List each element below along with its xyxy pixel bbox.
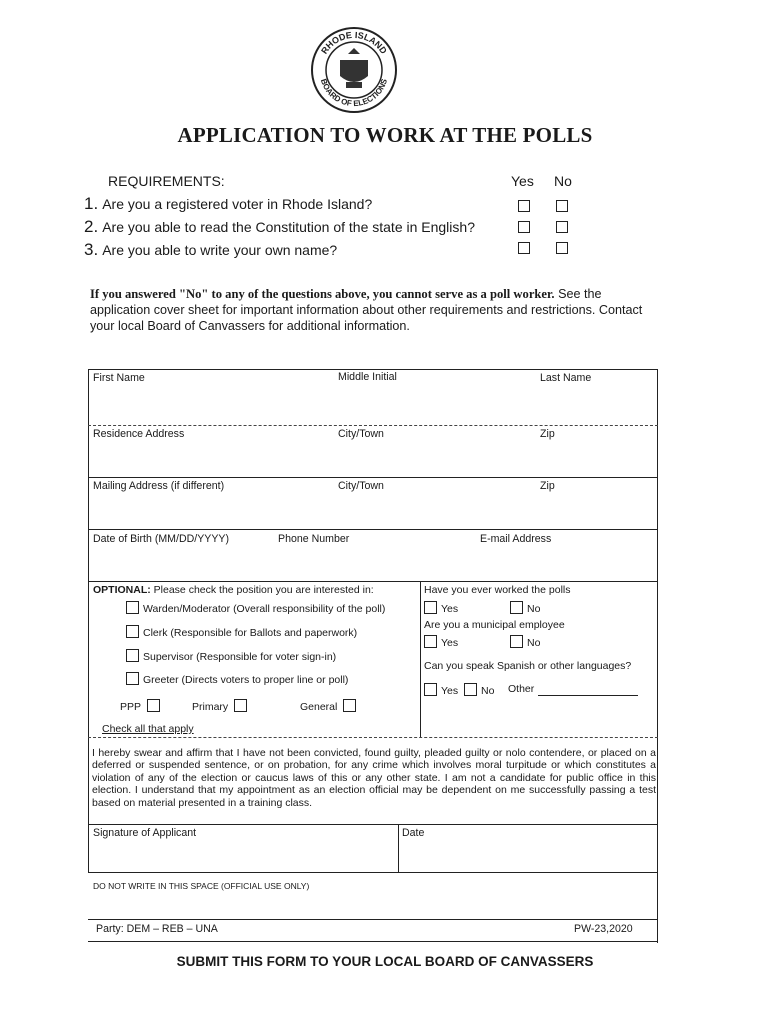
contact-input-area[interactable] <box>92 547 652 579</box>
application-form <box>88 369 658 943</box>
form-code: PW-23,2020 <box>574 923 633 935</box>
position-greeter[interactable]: Greeter (Directs voters to proper line or poll) <box>126 672 348 686</box>
oath-statement: I hereby swear and affirm that I have not been convicted, found guilty, pleaded guilty or nolo contendere, or placed on a deferred or suspended sentence, or on probation, for any crime which involves moral turpitude or which constitutes a violation of any of the election or caucus laws of this or any other state. I am not a candidate for public office in this election. I understand that my appointment as an election official may be dependent on me successfully passing a test based on material presented in a training class. <box>92 747 656 809</box>
requirement-question-2: 2. Are you able to read the Constitution of the state in English? <box>84 217 475 236</box>
municipal-yes[interactable]: Yes <box>424 635 458 649</box>
yes-column-label: Yes <box>511 173 534 189</box>
dob-label: Date of Birth (MM/DD/YYYY) <box>93 533 229 545</box>
mailing-zip-label: Zip <box>540 480 555 492</box>
q2-no-checkbox[interactable] <box>556 221 568 233</box>
spanish-yes-checkbox[interactable] <box>424 683 437 696</box>
spanish-no-checkbox[interactable] <box>464 683 477 696</box>
q3-no-checkbox[interactable] <box>556 242 568 254</box>
first-name-label: First Name <box>93 372 145 384</box>
municipal-no[interactable]: No <box>510 635 540 649</box>
middle-initial-label: Middle Initial <box>338 371 397 383</box>
page-title: APPLICATION TO WORK AT THE POLLS <box>177 123 593 147</box>
position-clerk[interactable]: Clerk (Responsible for Ballots and paperwork) <box>126 625 357 639</box>
svg-text:BOARD OF ELECTIONS: BOARD OF ELECTIONS <box>318 77 390 109</box>
worked-no-checkbox[interactable] <box>510 601 523 614</box>
worked-yes-checkbox[interactable] <box>424 601 437 614</box>
election-primary[interactable]: Primary <box>192 699 251 713</box>
greeter-checkbox[interactable] <box>126 672 139 685</box>
signature-input-area[interactable] <box>92 841 392 869</box>
requirement-question-3: 3. Are you able to write your own name? <box>84 240 338 259</box>
primary-checkbox[interactable] <box>234 699 247 712</box>
worked-polls-no[interactable]: No <box>510 601 540 615</box>
municipal-no-checkbox[interactable] <box>510 635 523 648</box>
residence-address-label: Residence Address <box>93 428 185 440</box>
name-input-area[interactable] <box>92 387 652 421</box>
mailing-input-area[interactable] <box>92 495 652 527</box>
phone-label: Phone Number <box>278 533 350 545</box>
residence-city-label: City/Town <box>338 428 384 440</box>
spanish-yes[interactable]: Yes <box>424 683 458 697</box>
ppp-checkbox[interactable] <box>147 699 160 712</box>
svg-text:RHODE ISLAND: RHODE ISLAND <box>319 29 389 56</box>
requirement-question-1: 1. Are you a registered voter in Rhode Island? <box>84 194 373 213</box>
residence-input-area[interactable] <box>92 443 652 475</box>
no-column-label: No <box>554 173 572 189</box>
optional-heading: OPTIONAL: Please check the position you are interested in: <box>93 584 374 596</box>
municipal-question: Are you a municipal employee <box>424 619 565 631</box>
spanish-no[interactable]: No <box>464 683 494 697</box>
mailing-address-label: Mailing Address (if different) <box>93 480 225 492</box>
board-of-elections-seal <box>310 26 398 114</box>
municipal-yes-checkbox[interactable] <box>424 635 437 648</box>
email-label: E-mail Address <box>480 533 552 545</box>
q3-yes-checkbox[interactable] <box>518 242 530 254</box>
eligibility-note: If you answered "No" to any of the questions above, you cannot serve as a poll worker. See the application cover sheet for important information about other requirements and restrictions. Contact your local Board of Canvassers for additional information. <box>90 287 643 333</box>
q1-yes-checkbox[interactable] <box>518 200 530 212</box>
requirements-heading: REQUIREMENTS: <box>108 173 225 189</box>
election-general[interactable]: General <box>300 699 360 713</box>
q2-yes-checkbox[interactable] <box>518 221 530 233</box>
general-checkbox[interactable] <box>343 699 356 712</box>
date-input-area[interactable] <box>404 841 654 869</box>
official-use-label: DO NOT WRITE IN THIS SPACE (OFFICIAL USE ONLY) <box>93 881 310 891</box>
position-warden[interactable]: Warden/Moderator (Overall responsibility of the poll) <box>126 601 385 615</box>
other-language-input[interactable] <box>538 695 638 696</box>
submit-instruction: SUBMIT THIS FORM TO YOUR LOCAL BOARD OF CANVASSERS <box>176 954 594 969</box>
residence-zip-label: Zip <box>540 428 555 440</box>
supervisor-checkbox[interactable] <box>126 649 139 662</box>
worked-polls-question: Have you ever worked the polls <box>424 584 571 596</box>
clerk-checkbox[interactable] <box>126 625 139 638</box>
other-language-label: Other <box>508 683 535 695</box>
last-name-label: Last Name <box>540 372 592 384</box>
election-ppp[interactable]: PPP <box>120 699 164 713</box>
mailing-city-label: City/Town <box>338 480 384 492</box>
signature-label: Signature of Applicant <box>93 827 197 839</box>
party-line: Party: DEM – REB – UNA <box>96 923 218 935</box>
date-label: Date <box>402 827 425 839</box>
check-all-note: Check all that apply <box>102 723 194 735</box>
q1-no-checkbox[interactable] <box>556 200 568 212</box>
position-supervisor[interactable]: Supervisor (Responsible for voter sign-in) <box>126 649 336 663</box>
worked-polls-yes[interactable]: Yes <box>424 601 458 615</box>
spanish-question: Can you speak Spanish or other languages? <box>424 660 632 672</box>
warden-checkbox[interactable] <box>126 601 139 614</box>
